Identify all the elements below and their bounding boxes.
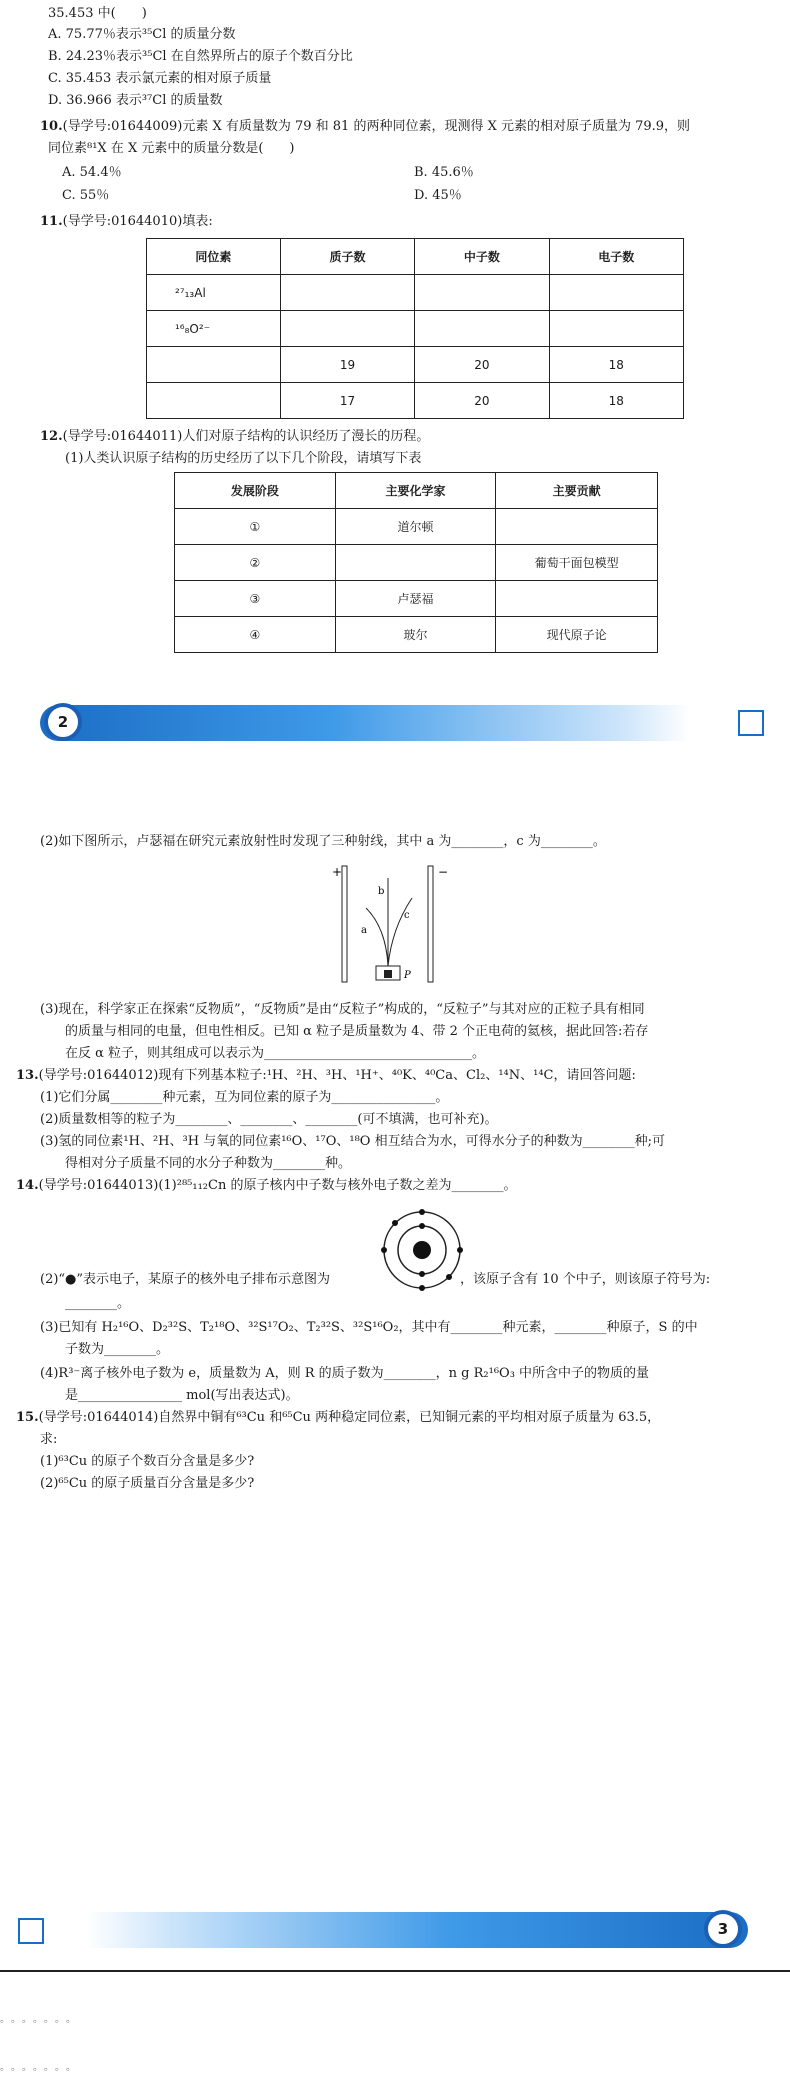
label-p: P xyxy=(404,970,411,981)
table-row xyxy=(147,347,684,383)
table-cell: 17 xyxy=(280,383,414,419)
table-row xyxy=(147,383,684,419)
corner-square-icon xyxy=(738,710,764,736)
q10-number: 10. xyxy=(40,119,63,134)
table-cell: ¹⁶₈O²⁻ xyxy=(147,311,281,347)
table-cell xyxy=(147,383,281,419)
table-cell: ²⁷₁₃Al xyxy=(147,275,281,311)
table-row xyxy=(175,617,658,653)
table-row xyxy=(175,545,658,581)
q14-part4-line2: 是________________ mol(写出表达式)。 xyxy=(65,1388,299,1403)
q10-option-a: A. 54.4％ xyxy=(62,165,122,180)
electron xyxy=(457,1247,463,1253)
table-cell: 道尔顿 xyxy=(335,509,496,545)
q12-number: 12. xyxy=(40,429,63,444)
q15-part1: (1)⁶³Cu 的原子个数百分含量是多少? xyxy=(40,1454,255,1469)
electron xyxy=(381,1247,387,1253)
q14-text: (导学号:01644013)(1)²⁸⁵₁₁₂Cn 的原子核内中子数与核外电子数之差为________。 xyxy=(38,1178,517,1193)
table-row xyxy=(147,275,684,311)
q13-part3-line2: 得相对分子质量不同的水分子种数为________种。 xyxy=(65,1156,352,1171)
table-cell: 20 xyxy=(415,347,549,383)
footer-dots: 。。。。。。。 xyxy=(0,2062,82,2073)
page-number-badge: 3 xyxy=(704,1910,742,1948)
q11-question xyxy=(40,210,790,229)
q14-part2-a: (2)“●”表示电子，某原子的核外电子排布示意图为 xyxy=(40,1272,331,1287)
q13-text: (导学号:01644012)现有下列基本粒子:¹H、²H、³H、¹H⁺、⁴⁰K、⁴⁰Ca、Cl₂、¹⁴N、¹⁴C，请回答问题: xyxy=(38,1068,636,1083)
electron xyxy=(419,1209,425,1215)
table-cell: 19 xyxy=(280,347,414,383)
q14-part2-c: ________。 xyxy=(65,1296,131,1311)
q9-option-b: B. 24.23％表示³⁵Cl 在自然界所占的原子个数百分比 xyxy=(48,49,353,64)
q15-number: 15. xyxy=(16,1410,39,1425)
q14-part3-line1: (3)已知有 H₂¹⁶O、D₂³²S、T₂¹⁸O、³²S¹⁷O₂、T₂³²S、³²S¹⁶O₂，其中有________种元素，________种原子，S 的中 xyxy=(40,1320,698,1335)
electron xyxy=(392,1220,398,1226)
q12-sub3-line2: 的质量与相同的电量，但电性相反。已知 α 粒子是质量数为 4、带 2 个正电荷的氦核，据此回答:若存 xyxy=(65,1024,649,1039)
table-cell: ① xyxy=(175,509,336,545)
table-header: 电子数 xyxy=(549,239,683,275)
q13-question xyxy=(16,1064,790,1083)
q10-text: (导学号:01644009)元素 X 有质量数为 79 和 81 的两种同位素，现测得 X 元素的相对原子质量为 79.9，则 xyxy=(62,119,691,134)
q15-part2: (2)⁶⁵Cu 的原子质量百分含量是多少? xyxy=(40,1476,255,1491)
table-cell xyxy=(549,311,683,347)
table-cell xyxy=(147,347,281,383)
q14-number: 14. xyxy=(16,1178,39,1193)
q10-text-2: 同位素⁸¹X 在 X 元素中的质量分数是( ) xyxy=(48,141,295,156)
table-cell xyxy=(415,275,549,311)
q12-sub1: (1)人类认识原子结构的历史经历了以下几个阶段，请填写下表 xyxy=(65,451,422,466)
table-header-row xyxy=(147,239,684,275)
corner-square-icon xyxy=(18,1918,44,1944)
nucleus xyxy=(413,1241,431,1259)
table-cell: 葡萄干面包模型 xyxy=(496,545,658,581)
q11-text: (导学号:01644010)填表: xyxy=(62,214,213,229)
table-header: 中子数 xyxy=(415,239,549,275)
table-cell: ④ xyxy=(175,617,336,653)
table-row xyxy=(147,311,684,347)
q15-text-2: 求: xyxy=(40,1432,58,1447)
positive-plate xyxy=(342,866,347,982)
table-cell: 18 xyxy=(549,383,683,419)
table-header: 主要贡献 xyxy=(496,473,658,509)
electron xyxy=(446,1274,452,1280)
table-cell xyxy=(335,545,496,581)
q12-sub3-line1: (3)现在，科学家正在探索“反物质”，“反物质”是由“反粒子”构成的，“反粒子”与其对应的正粒子具有相同 xyxy=(40,1002,645,1017)
radiation-diagram xyxy=(328,858,458,988)
q13-part2: (2)质量数相等的粒子为________、________、________(可不填满，也可补充)。 xyxy=(40,1112,498,1127)
q14-part3-line2: 子数为________。 xyxy=(65,1342,170,1357)
isotope-table xyxy=(146,238,684,419)
q14-question xyxy=(16,1174,790,1193)
footer-dots: 。。。。。。。 xyxy=(0,2014,82,2025)
table-cell: 18 xyxy=(549,347,683,383)
table-cell: ② xyxy=(175,545,336,581)
table-cell xyxy=(280,275,414,311)
q15-text: (导学号:01644014)自然界中铜有⁶³Cu 和⁶⁵Cu 两种稳定同位素，已知铜元素的平均相对原子质量为 63.5， xyxy=(38,1410,661,1425)
page-2 xyxy=(0,0,790,772)
q9-continuation: 35.453 中( ) xyxy=(48,6,147,21)
q10-question xyxy=(40,115,790,134)
q12-sub3-line3: 在反 α 粒子，则其组成可以表示为________________________________。 xyxy=(65,1046,486,1061)
minus-label: − xyxy=(438,865,449,879)
q12-text: (导学号:01644011)人们对原子结构的认识经历了漫长的历程。 xyxy=(62,429,430,444)
table-header: 同位素 xyxy=(147,239,281,275)
q12-question xyxy=(40,425,790,444)
table-cell xyxy=(280,311,414,347)
q12-sub2: (2)如下图所示，卢瑟福在研究元素放射性时发现了三种射线，其中 a 为________，c 为________。 xyxy=(40,834,606,849)
q9-option-c: C. 35.453 表示氯元素的相对原子质量 xyxy=(48,71,272,86)
ray-a xyxy=(366,908,388,966)
table-cell: 玻尔 xyxy=(335,617,496,653)
footer-banner xyxy=(86,1912,748,1948)
table-cell: ③ xyxy=(175,581,336,617)
q9-option-d: D. 36.966 表示³⁷Cl 的质量数 xyxy=(48,93,223,108)
ray-c xyxy=(388,898,412,966)
q14-part4-line1: (4)R³⁻离子核外电子数为 e，质量数为 A，则 R 的质子数为________，n g R₂¹⁶O₃ 中所含中子的物质的量 xyxy=(40,1366,650,1381)
radioactive-source xyxy=(384,970,392,978)
footer-banner xyxy=(40,705,690,741)
page-number-badge: 2 xyxy=(44,703,82,741)
table-cell xyxy=(496,581,658,617)
label-b: b xyxy=(378,886,385,897)
q9-option-a: A. 75.77％表示³⁵Cl 的质量分数 xyxy=(48,27,236,42)
history-table xyxy=(174,472,658,653)
q14-part2-b: ，该原子含有 10 个中子，则该原子符号为: xyxy=(460,1272,711,1287)
electron xyxy=(419,1223,425,1229)
table-cell xyxy=(549,275,683,311)
page-3 xyxy=(0,770,790,1972)
table-header: 主要化学家 xyxy=(335,473,496,509)
table-cell: 20 xyxy=(415,383,549,419)
table-cell xyxy=(496,509,658,545)
table-row xyxy=(175,581,658,617)
table-header: 质子数 xyxy=(280,239,414,275)
electron xyxy=(419,1271,425,1277)
table-row xyxy=(175,509,658,545)
table-cell: 卢瑟福 xyxy=(335,581,496,617)
table-header: 发展阶段 xyxy=(175,473,336,509)
q15-question xyxy=(16,1406,790,1425)
table-header-row xyxy=(175,473,658,509)
q10-option-c: C. 55％ xyxy=(62,188,110,203)
table-cell: 现代原子论 xyxy=(496,617,658,653)
electron xyxy=(419,1285,425,1291)
plus-label: + xyxy=(332,865,343,879)
q13-part1: (1)它们分属________种元素，互为同位素的原子为________________。 xyxy=(40,1090,449,1105)
electron-shell-diagram xyxy=(380,1208,464,1292)
q13-part3-line1: (3)氢的同位素¹H、²H、³H 与氧的同位素¹⁶O、¹⁷O、¹⁸O 相互结合为水，可得水分子的种数为________种;可 xyxy=(40,1134,665,1149)
q13-number: 13. xyxy=(16,1068,39,1083)
q10-option-d: D. 45％ xyxy=(414,188,462,203)
negative-plate xyxy=(428,866,433,982)
label-a: a xyxy=(361,925,367,936)
q10-option-b: B. 45.6％ xyxy=(414,165,474,180)
label-c: c xyxy=(404,910,410,921)
table-cell xyxy=(415,311,549,347)
q11-number: 11. xyxy=(40,214,63,229)
